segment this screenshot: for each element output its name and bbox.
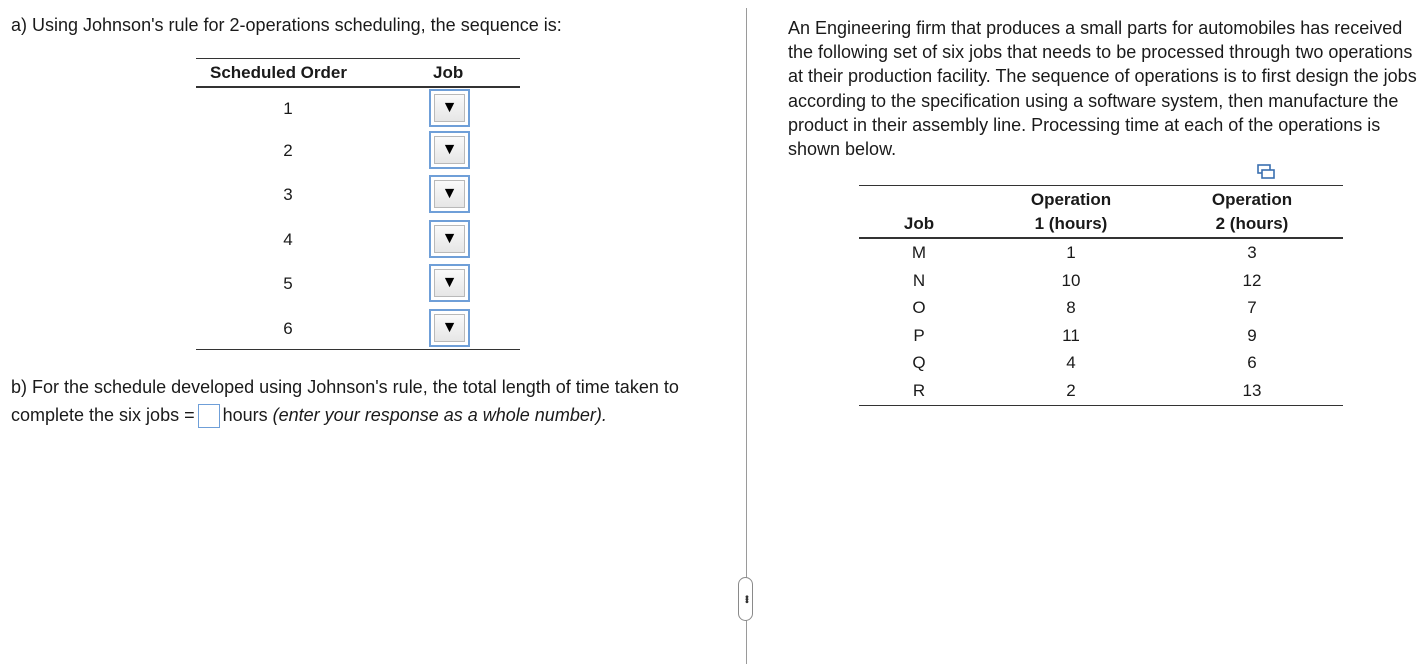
table-bottom-rule <box>196 349 520 350</box>
cell-job: N <box>912 271 926 290</box>
part-b-question <box>11 373 691 429</box>
table-row <box>196 309 520 347</box>
problem-statement: An Engineering firm that produces a small parts for automobiles has received the following set of six jobs that needs to be processed through two operations at their production facility. The sequence of operations is to first design the jobs according to the specification using a software system, then manufacture the product in their assembly line. Processing time at each of the operations is shown below. <box>788 18 1417 160</box>
table-row <box>196 264 520 302</box>
cell-op2: 9 <box>1247 326 1257 345</box>
dropdown-arrow-icon: ▼ <box>441 230 458 247</box>
cell-op1: 1 <box>1066 243 1076 262</box>
dropdown-arrow-icon: ▼ <box>441 319 458 336</box>
cell-op1: 8 <box>1066 298 1076 317</box>
pane-divider <box>746 8 747 664</box>
table-row <box>196 220 520 258</box>
cell-job: M <box>911 243 927 262</box>
cell-op2: 3 <box>1247 243 1257 262</box>
header-job: Job <box>903 214 935 233</box>
job-select-3[interactable] <box>429 175 470 213</box>
job-select-1[interactable] <box>429 89 470 127</box>
dropdown-arrow-icon: ▼ <box>441 274 458 291</box>
cell-op1: 2 <box>1066 381 1076 400</box>
order-number: 5 <box>283 274 293 293</box>
cell-op1: 4 <box>1066 353 1076 372</box>
cell-op2: 7 <box>1247 298 1257 317</box>
job-select-6[interactable] <box>429 309 470 347</box>
table-row <box>196 175 520 213</box>
cell-op1: 11 <box>1062 326 1080 345</box>
header-op2-line2: 2 (hours) <box>1215 214 1289 233</box>
schedule-table-header <box>196 58 520 87</box>
order-number: 4 <box>283 230 293 249</box>
header-rule <box>196 86 520 88</box>
cell-op1: 10 <box>1061 271 1081 290</box>
table-row <box>196 131 520 169</box>
header-scheduled-order: Scheduled Order <box>210 63 347 82</box>
response-hint: (enter your response as a whole number). <box>272 405 607 425</box>
cell-op2: 12 <box>1242 271 1262 290</box>
job-select-2[interactable] <box>429 131 470 169</box>
table-row <box>196 89 520 127</box>
total-time-input[interactable] <box>198 404 220 428</box>
table-top-rule <box>859 185 1343 186</box>
cell-job: O <box>912 298 926 317</box>
cell-op2: 6 <box>1247 353 1257 372</box>
part-a-prompt: a) Using Johnson's rule for 2-operations scheduling, the sequence is: <box>11 15 562 35</box>
header-job: Job <box>433 63 464 82</box>
cell-job: P <box>913 326 925 345</box>
order-number: 1 <box>283 99 293 118</box>
copy-data-icon[interactable] <box>1257 164 1275 180</box>
order-number: 6 <box>283 319 293 338</box>
cell-job: R <box>912 381 926 400</box>
table-bottom-rule <box>859 405 1343 406</box>
header-op1-line1: Operation <box>1030 190 1112 209</box>
dropdown-arrow-icon: ▼ <box>441 185 458 202</box>
cell-job: Q <box>912 353 926 372</box>
job-select-5[interactable] <box>429 264 470 302</box>
job-select-4[interactable] <box>429 220 470 258</box>
part-b-text: b) For the schedule developed using Johnson's rule, the total length of time taken to complete the six jobs = <box>11 377 679 425</box>
drag-handle-icon[interactable]: ••• <box>738 577 753 621</box>
header-op1-line2: 1 (hours) <box>1034 214 1108 233</box>
cell-op2: 13 <box>1242 381 1262 400</box>
right-pane <box>748 0 1424 664</box>
dropdown-arrow-icon: ▼ <box>441 141 458 158</box>
header-rule <box>859 237 1343 239</box>
dropdown-arrow-icon: ▼ <box>441 99 458 116</box>
order-number: 3 <box>283 185 293 204</box>
unit-label: hours <box>222 405 268 425</box>
header-op2-line1: Operation <box>1211 190 1293 209</box>
order-number: 2 <box>283 141 293 160</box>
